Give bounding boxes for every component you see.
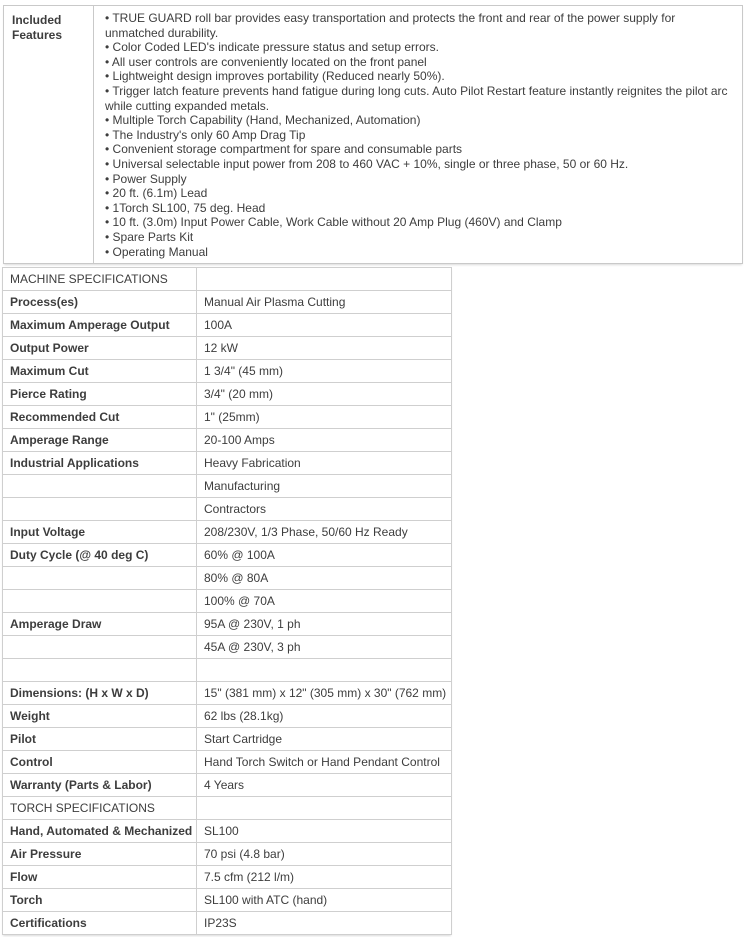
spec-row bbox=[3, 521, 452, 544]
spec-value: 208/230V, 1/3 Phase, 50/60 Hz Ready bbox=[197, 521, 452, 544]
spec-row bbox=[3, 636, 452, 659]
spec-value: SL100 bbox=[197, 820, 452, 843]
spec-label bbox=[3, 498, 197, 521]
feature-item: • Multiple Torch Capability (Hand, Mechanized, Automation) bbox=[105, 113, 421, 128]
spec-label bbox=[3, 567, 197, 590]
spec-row bbox=[3, 429, 452, 452]
spec-row bbox=[3, 360, 452, 383]
spec-row bbox=[3, 544, 452, 567]
spec-label: Warranty (Parts & Labor) bbox=[3, 774, 197, 797]
features-heading: Included Features bbox=[4, 6, 94, 263]
spec-row bbox=[3, 843, 452, 866]
spec-row bbox=[3, 406, 452, 429]
spec-section-title: MACHINE SPECIFICATIONS bbox=[3, 268, 197, 291]
spec-value: 1" (25mm) bbox=[197, 406, 452, 429]
spec-label bbox=[3, 636, 197, 659]
spec-value: 45A @ 230V, 3 ph bbox=[197, 636, 452, 659]
spec-row bbox=[3, 613, 452, 636]
spec-label bbox=[3, 659, 197, 682]
spec-label: Torch bbox=[3, 889, 197, 912]
spec-label: Pierce Rating bbox=[3, 383, 197, 406]
spec-label: Pilot bbox=[3, 728, 197, 751]
included-features-panel bbox=[3, 5, 743, 264]
spec-row bbox=[3, 751, 452, 774]
spec-value: 1 3/4" (45 mm) bbox=[197, 360, 452, 383]
spec-value: SL100 with ATC (hand) bbox=[197, 889, 452, 912]
spec-label: Weight bbox=[3, 705, 197, 728]
feature-item: • Convenient storage compartment for spare and consumable parts bbox=[105, 142, 463, 157]
feature-item: • Color Coded LED's indicate pressure status and setup errors. bbox=[105, 40, 439, 55]
spec-label: Process(es) bbox=[3, 291, 197, 314]
spec-row bbox=[3, 337, 452, 360]
spec-row bbox=[3, 889, 452, 912]
spec-label: Maximum Amperage Output bbox=[3, 314, 197, 337]
spec-label: Control bbox=[3, 751, 197, 774]
spec-row bbox=[3, 728, 452, 751]
spec-row bbox=[3, 659, 452, 682]
spec-value bbox=[197, 797, 452, 820]
spec-row bbox=[3, 774, 452, 797]
spec-row bbox=[3, 498, 452, 521]
spec-label: Certifications bbox=[3, 912, 197, 935]
spec-value: Manufacturing bbox=[197, 475, 452, 498]
specifications-table bbox=[2, 267, 452, 935]
spec-label: Air Pressure bbox=[3, 843, 197, 866]
spec-value: 20-100 Amps bbox=[197, 429, 452, 452]
spec-row bbox=[3, 590, 452, 613]
spec-row bbox=[3, 705, 452, 728]
spec-label: Maximum Cut bbox=[3, 360, 197, 383]
spec-row bbox=[3, 866, 452, 889]
features-list bbox=[94, 6, 742, 263]
spec-value: 100% @ 70A bbox=[197, 590, 452, 613]
spec-label: Hand, Automated & Mechanized bbox=[3, 820, 197, 843]
spec-label: Duty Cycle (@ 40 deg C) bbox=[3, 544, 197, 567]
spec-label: Input Voltage bbox=[3, 521, 197, 544]
feature-item: • 10 ft. (3.0m) Input Power Cable, Work Cable without 20 Amp Plug (460V) and Clamp bbox=[105, 215, 562, 230]
spec-value: Contractors bbox=[197, 498, 452, 521]
spec-label: Amperage Range bbox=[3, 429, 197, 452]
spec-label: Dimensions: (H x W x D) bbox=[3, 682, 197, 705]
spec-row bbox=[3, 682, 452, 705]
spec-value: Start Cartridge bbox=[197, 728, 452, 751]
spec-label: Output Power bbox=[3, 337, 197, 360]
spec-row bbox=[3, 820, 452, 843]
spec-value bbox=[197, 659, 452, 682]
spec-row bbox=[3, 452, 452, 475]
spec-row bbox=[3, 475, 452, 498]
spec-value: 15" (381 mm) x 12" (305 mm) x 30" (762 mm) bbox=[197, 682, 452, 705]
spec-value: 100A bbox=[197, 314, 452, 337]
feature-item: • Operating Manual bbox=[105, 244, 208, 259]
spec-label: Flow bbox=[3, 866, 197, 889]
spec-value: 3/4" (20 mm) bbox=[197, 383, 452, 406]
spec-row bbox=[3, 291, 452, 314]
spec-value: Hand Torch Switch or Hand Pendant Control bbox=[197, 751, 452, 774]
feature-item: • Power Supply bbox=[105, 171, 187, 186]
spec-value: 7.5 cfm (212 l/m) bbox=[197, 866, 452, 889]
spec-value: 62 lbs (28.1kg) bbox=[197, 705, 452, 728]
spec-value: Manual Air Plasma Cutting bbox=[197, 291, 452, 314]
spec-value: 95A @ 230V, 1 ph bbox=[197, 613, 452, 636]
spec-value: IP23S bbox=[197, 912, 452, 935]
spec-row bbox=[3, 314, 452, 337]
spec-label: Amperage Draw bbox=[3, 613, 197, 636]
spec-value: Heavy Fabrication bbox=[197, 452, 452, 475]
spec-label bbox=[3, 475, 197, 498]
feature-item: • Universal selectable input power from 208 to 460 VAC + 10%, single or three phase, 50 or 60 Hz. bbox=[105, 156, 629, 171]
spec-section-title: TORCH SPECIFICATIONS bbox=[3, 797, 197, 820]
spec-section-row bbox=[3, 268, 452, 291]
spec-label bbox=[3, 590, 197, 613]
feature-item: • The Industry's only 60 Amp Drag Tip bbox=[105, 127, 306, 142]
feature-item: • Trigger latch feature prevents hand fatigue during long cuts. Auto Pilot Restart feature instantly reignites the pilot arc while cutting expanded metals. bbox=[105, 83, 728, 113]
spec-value: 4 Years bbox=[197, 774, 452, 797]
spec-section-row bbox=[3, 797, 452, 820]
feature-item: • TRUE GUARD roll bar provides easy transportation and protects the front and rear of the power supply for unmatched durability. bbox=[105, 11, 676, 40]
feature-item: • 1Torch SL100, 75 deg. Head bbox=[105, 200, 266, 215]
feature-item: • Spare Parts Kit bbox=[105, 229, 194, 244]
spec-value: 60% @ 100A bbox=[197, 544, 452, 567]
spec-row bbox=[3, 383, 452, 406]
spec-label: Industrial Applications bbox=[3, 452, 197, 475]
feature-item: • All user controls are conveniently located on the front panel bbox=[105, 54, 427, 69]
spec-value bbox=[197, 268, 452, 291]
feature-item: • 20 ft. (6.1m) Lead bbox=[105, 186, 208, 201]
spec-row bbox=[3, 912, 452, 935]
feature-item: • Lightweight design improves portability (Reduced nearly 50%). bbox=[105, 69, 445, 84]
spec-label: Recommended Cut bbox=[3, 406, 197, 429]
spec-value: 70 psi (4.8 bar) bbox=[197, 843, 452, 866]
spec-value: 80% @ 80A bbox=[197, 567, 452, 590]
spec-row bbox=[3, 567, 452, 590]
spec-value: 12 kW bbox=[197, 337, 452, 360]
